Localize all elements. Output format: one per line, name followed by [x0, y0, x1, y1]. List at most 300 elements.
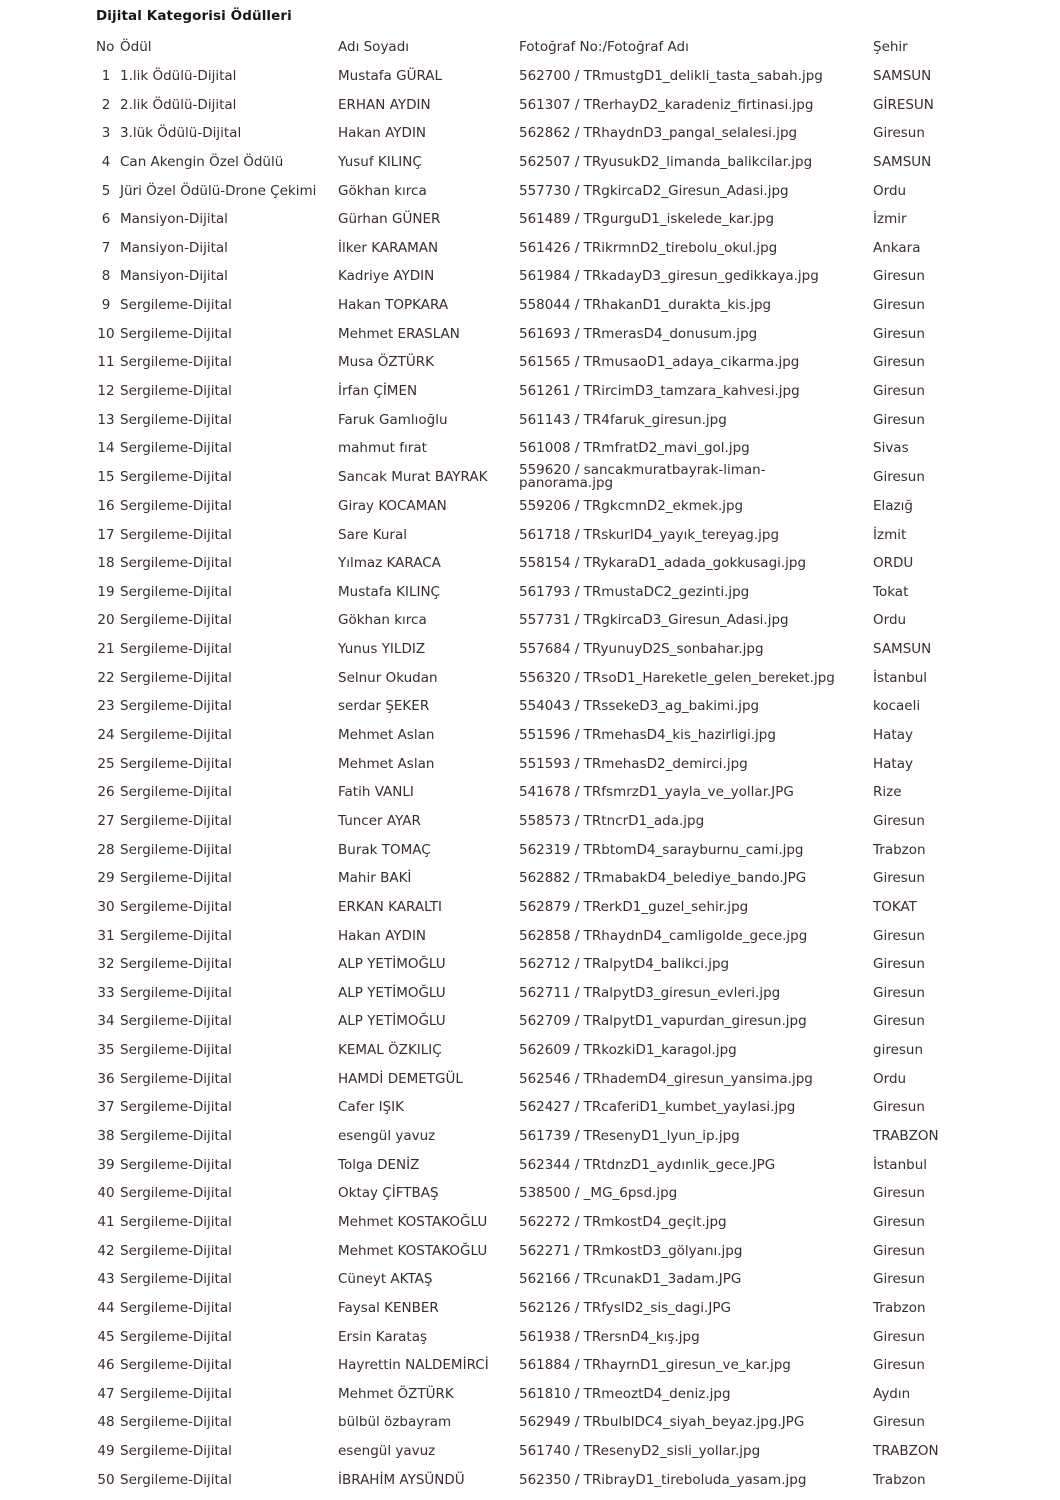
cell-city: TRABZON: [873, 1443, 939, 1460]
cell-photo: 561740 / TResenyD2_sisli_yollar.jpg: [519, 1443, 761, 1460]
cell-no: 35: [97, 1042, 115, 1059]
cell-name: Cüneyt AKTAŞ: [338, 1271, 433, 1288]
cell-photo: 562507 / TRyusukD2_limanda_balikcilar.jpg: [519, 153, 813, 170]
cell-name: Selnur Okudan: [338, 669, 438, 686]
cell-no: 39: [97, 1156, 115, 1173]
table-row: [92, 520, 973, 549]
cell-award: Sergileme-Dijital: [120, 1443, 232, 1460]
cell-no: 48: [97, 1414, 115, 1431]
cell-no: 41: [97, 1213, 115, 1230]
table-header-row: [92, 33, 973, 62]
cell-award: Sergileme-Dijital: [120, 354, 232, 371]
cell-name: Mustafa KILINÇ: [338, 583, 440, 600]
cell-photo: 551593 / TRmehasD2_demirci.jpg: [519, 755, 748, 772]
cell-award: Sergileme-Dijital: [120, 1471, 232, 1488]
cell-photo: 561565 / TRmusaoD1_adaya_cikarma.jpg: [519, 354, 800, 371]
cell-no: 7: [101, 239, 111, 256]
cell-name: Mehmet ERASLAN: [338, 325, 460, 342]
table-row: [92, 950, 973, 979]
cell-photo: 558573 / TRtncrD1_ada.jpg: [519, 812, 705, 829]
cell-photo: 562126 / TRfyslD2_sis_dagi.JPG: [519, 1299, 731, 1316]
cell-city: TOKAT: [873, 898, 917, 915]
cell-photo: 562858 / TRhaydnD4_camligolde_gece.jpg: [519, 927, 808, 944]
cell-no: 11: [97, 354, 115, 371]
cell-award: Sergileme-Dijital: [120, 755, 232, 772]
cell-name: Yusuf KILINÇ: [338, 153, 422, 170]
table-row: [92, 692, 973, 721]
table-row: [92, 1351, 973, 1380]
table-row: [92, 1265, 973, 1294]
cell-award: Sergileme-Dijital: [120, 583, 232, 600]
table-row: [92, 176, 973, 205]
cell-photo: 562427 / TRcaferiD1_kumbet_yaylasi.jpg: [519, 1099, 796, 1116]
cell-city: Trabzon: [873, 841, 926, 858]
table-row: [92, 1122, 973, 1151]
cell-no: 5: [101, 182, 111, 199]
cell-photo: 562882 / TRmabakD4_belediye_bando.JPG: [519, 870, 807, 887]
cell-photo: 558154 / TRykaraD1_adada_gokkusagi.jpg: [519, 555, 807, 572]
cell-name: Gökhan kırca: [338, 612, 427, 629]
cell-no: 26: [97, 784, 115, 801]
cell-award: Sergileme-Dijital: [120, 1242, 232, 1259]
cell-photo: 554043 / TRssekeD3_ag_bakimi.jpg: [519, 698, 760, 715]
cell-name: bülbül özbayram: [338, 1414, 452, 1431]
cell-no: 14: [97, 440, 115, 457]
cell-city: İstanbul: [873, 1156, 928, 1173]
cell-city: Trabzon: [873, 1471, 926, 1488]
table-row: [92, 864, 973, 893]
cell-photo: 561307 / TRerhayD2_karadeniz_firtinasi.jpg: [519, 96, 814, 113]
table-row: [92, 148, 973, 177]
cell-city: Giresun: [873, 984, 925, 1001]
cell-award: Sergileme-Dijital: [120, 297, 232, 314]
cell-city: Hatay: [873, 755, 913, 772]
cell-name: Mehmet KOSTAKOĞLU: [338, 1213, 488, 1230]
cell-award: Sergileme-Dijital: [120, 727, 232, 744]
cell-photo: 562319 / TRbtomD4_sarayburnu_cami.jpg: [519, 841, 804, 858]
table-row: [92, 979, 973, 1008]
cell-name: Mustafa GÜRAL: [338, 67, 443, 84]
cell-photo: 561718 / TRskurlD4_yayık_tereyag.jpg: [519, 526, 780, 543]
cell-city: Giresun: [873, 1414, 925, 1431]
cell-no: 9: [101, 297, 111, 314]
cell-name: serdar ŞEKER: [338, 698, 430, 715]
cell-no: 29: [97, 870, 115, 887]
cell-city: giresun: [873, 1042, 924, 1059]
cell-award: Sergileme-Dijital: [120, 698, 232, 715]
table-row: [92, 635, 973, 664]
cell-no: 21: [97, 641, 115, 658]
cell-city: Giresun: [873, 1357, 925, 1374]
cell-award: Sergileme-Dijital: [120, 1213, 232, 1230]
cell-city: Ankara: [873, 239, 921, 256]
cell-photo: 562271 / TRmkostD3_gölyanı.jpg: [519, 1242, 743, 1259]
cell-city: GİRESUN: [873, 96, 934, 113]
cell-photo: 562879 / TRerkD1_guzel_sehir.jpg: [519, 898, 749, 915]
cell-no: 6: [101, 211, 111, 228]
cell-city: Giresun: [873, 1185, 925, 1202]
cell-photo: 561143 / TR4faruk_giresun.jpg: [519, 411, 727, 428]
cell-city: Giresun: [873, 383, 925, 399]
cell-name: Burak TOMAÇ: [338, 841, 431, 858]
cell-award: Sergileme-Dijital: [120, 927, 232, 944]
cell-award: Sergileme-Dijital: [120, 440, 232, 457]
cell-city: Giresun: [873, 1213, 925, 1230]
cell-photo: 556320 / TRsoD1_Hareketle_gelen_bereket.jpg: [519, 669, 835, 686]
cell-city: ORDU: [873, 555, 914, 572]
cell-award: Sergileme-Dijital: [120, 1185, 232, 1202]
cell-city: Ordu: [873, 612, 907, 629]
cell-award: Sergileme-Dijital: [120, 1328, 232, 1345]
cell-name: Mehmet Aslan: [338, 755, 435, 772]
cell-city: SAMSUN: [873, 641, 932, 658]
cell-name: Hayrettin NALDEMİRCİ: [338, 1357, 489, 1374]
cell-name: Mehmet Aslan: [338, 727, 435, 744]
table-row: [92, 492, 973, 521]
cell-city: Giresun: [873, 1013, 925, 1030]
cell-award: Sergileme-Dijital: [120, 984, 232, 1001]
cell-name: Yılmaz KARACA: [338, 555, 441, 572]
cell-city: Giresun: [873, 812, 925, 829]
table-row: [92, 921, 973, 950]
cell-award: Sergileme-Dijital: [120, 1385, 232, 1402]
cell-name: İlker KARAMAN: [338, 239, 439, 256]
cell-award: Sergileme-Dijital: [120, 1156, 232, 1173]
cell-no: 37: [97, 1099, 115, 1116]
cell-city: Giresun: [873, 1242, 925, 1259]
cell-award: Sergileme-Dijital: [120, 383, 232, 399]
cell-name: Oktay ÇİFTBAŞ: [338, 1185, 439, 1202]
cell-name: Fatih VANLI: [338, 784, 414, 801]
cell-no: 17: [97, 526, 115, 543]
cell-name: ALP YETİMOĞLU: [338, 956, 446, 973]
cell-name: ERKAN KARALTI: [338, 898, 442, 915]
cell-name: Gürhan GÜNER: [338, 211, 441, 228]
cell-photo: 557730 / TRgkircaD2_Giresun_Adasi.jpg: [519, 182, 789, 199]
table-row: [92, 663, 973, 692]
table-row: [92, 549, 973, 578]
cell-name: KEMAL ÖZKILIÇ: [338, 1042, 442, 1059]
cell-city: Giresun: [873, 411, 925, 428]
cell-award: Sergileme-Dijital: [120, 1013, 232, 1030]
cell-photo: 562862 / TRhaydnD3_pangal_selalesi.jpg: [519, 125, 798, 142]
table-row: [92, 749, 973, 778]
cell-no: 30: [97, 898, 115, 915]
cell-no: 34: [97, 1013, 115, 1030]
cell-award: Sergileme-Dijital: [120, 641, 232, 658]
cell-name: Faruk Gamlıoğlu: [338, 411, 448, 428]
table-row: [92, 1179, 973, 1208]
cell-city: Giresun: [873, 469, 925, 486]
table-row: [92, 1007, 973, 1036]
cell-no: 27: [97, 812, 115, 829]
cell-photo: 551596 / TRmehasD4_kis_hazirligi.jpg: [519, 727, 776, 744]
cell-no: 43: [97, 1271, 115, 1288]
cell-city: Ordu: [873, 1070, 907, 1087]
cell-award: Sergileme-Dijital: [120, 1070, 232, 1087]
cell-name: Hakan AYDIN: [338, 125, 427, 142]
cell-name: Sare Kural: [338, 526, 408, 543]
cell-name: Mahir BAKİ: [338, 870, 412, 887]
cell-photo: 561739 / TResenyD1_lyun_ip.jpg: [519, 1128, 740, 1145]
cell-photo: 561008 / TRmfratD2_mavi_gol.jpg: [519, 440, 750, 457]
cell-name: Yunus YILDIZ: [338, 641, 426, 658]
cell-no: 4: [101, 153, 111, 170]
cell-city: Giresun: [873, 927, 925, 944]
cell-city: Rize: [873, 784, 902, 801]
table-row: [92, 1465, 973, 1494]
table-row: [92, 1236, 973, 1265]
cell-photo: 561426 / TRikrmnD2_tirebolu_okul.jpg: [519, 239, 778, 256]
cell-photo: 562700 / TRmustgD1_delikli_tasta_sabah.jpg: [519, 67, 823, 84]
cell-award: Sergileme-Dijital: [120, 612, 232, 629]
cell-photo: 562949 / TRbulblDC4_siyah_beyaz.jpg.JPG: [519, 1414, 805, 1431]
cell-name: İBRAHİM AYSÜNDÜ: [338, 1471, 465, 1488]
cell-name: Tuncer AYAR: [338, 812, 421, 829]
cell-city: İzmit: [873, 526, 907, 543]
cell-name: ERHAN AYDIN: [338, 96, 431, 113]
cell-no: 8: [101, 268, 111, 285]
cell-no: 46: [97, 1357, 115, 1374]
cell-no: 18: [97, 555, 115, 572]
cell-name: Giray KOCAMAN: [338, 497, 447, 514]
cell-no: 15: [97, 469, 115, 486]
cell-award: Sergileme-Dijital: [120, 1099, 232, 1116]
table-row: [92, 1036, 973, 1065]
cell-award: Sergileme-Dijital: [120, 497, 232, 514]
cell-no: 19: [97, 583, 115, 600]
cell-photo: 558044 / TRhakanD1_durakta_kis.jpg: [519, 297, 772, 314]
cell-city: Giresun: [873, 268, 925, 285]
cell-name: Hakan AYDIN: [338, 927, 427, 944]
cell-photo: 562711 / TRalpytD3_giresun_evleri.jpg: [519, 984, 781, 1001]
cell-name: Mehmet ÖZTÜRK: [338, 1385, 454, 1402]
cell-city: TRABZON: [873, 1128, 939, 1145]
cell-no: 3: [101, 125, 111, 142]
cell-no: 38: [97, 1128, 115, 1145]
cell-photo: 562712 / TRalpytD4_balikci.jpg: [519, 956, 730, 973]
cell-no: 12: [97, 383, 115, 399]
table-row: [92, 1093, 973, 1122]
cell-photo: 561984 / TRkadayD3_giresun_gedikkaya.jpg: [519, 268, 819, 285]
cell-photo: 562344 / TRtdnzD1_aydınlik_gece.JPG: [519, 1156, 776, 1173]
cell-award: Sergileme-Dijital: [120, 1414, 232, 1431]
table-row: [92, 205, 973, 234]
cell-photo: 561693 / TRmerasD4_donusum.jpg: [519, 325, 758, 342]
cell-no: 50: [97, 1471, 115, 1488]
cell-city: Giresun: [873, 297, 925, 314]
cell-award: Sergileme-Dijital: [120, 411, 232, 428]
cell-no: 36: [97, 1070, 115, 1087]
table-row: [92, 1437, 973, 1466]
cell-award: Mansiyon-Dijital: [120, 239, 228, 256]
cell-no: 24: [97, 727, 115, 744]
header-name: Adı Soyadı: [338, 39, 410, 56]
cell-photo: 538500 / _MG_6psd.jpg: [519, 1185, 678, 1202]
table-row: [92, 348, 973, 377]
cell-city: İzmir: [873, 211, 907, 228]
table-row: [92, 778, 973, 807]
cell-award: 2.lik Ödülü-Dijital: [120, 96, 237, 113]
cell-award: Sergileme-Dijital: [120, 1042, 232, 1059]
cell-award: Sergileme-Dijital: [120, 898, 232, 915]
table-row: [92, 434, 973, 463]
cell-name: Ersin Karataş: [338, 1328, 428, 1345]
cell-name: Gökhan kırca: [338, 182, 427, 199]
cell-award: Sergileme-Dijital: [120, 469, 232, 486]
table-row: [92, 119, 973, 148]
cell-no: 28: [97, 841, 115, 858]
cell-photo: 562166 / TRcunakD1_3adam.JPG: [519, 1271, 742, 1288]
cell-city: Giresun: [873, 125, 925, 142]
table-row: [92, 835, 973, 864]
cell-city: Giresun: [873, 325, 925, 342]
cell-photo: 561489 / TRgurguD1_iskelede_kar.jpg: [519, 211, 775, 228]
cell-no: 33: [97, 984, 115, 1001]
cell-award: Can Akengin Özel Ödülü: [120, 153, 284, 170]
cell-city: Hatay: [873, 727, 913, 744]
cell-city: Ordu: [873, 182, 907, 199]
cell-no: 32: [97, 956, 115, 973]
cell-no: 10: [97, 325, 115, 342]
header-award: Ödül: [120, 39, 152, 56]
table-row: [92, 578, 973, 607]
cell-photo: 557731 / TRgkircaD3_Giresun_Adasi.jpg: [519, 612, 789, 629]
cell-photo: 562272 / TRmkostD4_geçit.jpg: [519, 1213, 727, 1230]
cell-no: 13: [97, 411, 115, 428]
cell-city: Trabzon: [873, 1299, 926, 1316]
cell-city: Giresun: [873, 870, 925, 887]
cell-photo: 561938 / TRersnD4_kış.jpg: [519, 1328, 700, 1345]
cell-city: Giresun: [873, 1271, 925, 1288]
table-row: [92, 90, 973, 119]
cell-no: 16: [97, 497, 115, 514]
table-row: [92, 606, 973, 635]
cell-photo: 561810 / TRmeoztD4_deniz.jpg: [519, 1385, 731, 1402]
header-city: Şehir: [873, 39, 908, 56]
cell-photo: 561793 / TRmustaDC2_gezinti.jpg: [519, 583, 750, 600]
table-row: [92, 405, 973, 434]
cell-photo: 541678 / TRfsmrzD1_yayla_ve_yollar.JPG: [519, 784, 794, 801]
cell-no: 31: [97, 927, 115, 944]
cell-no: 45: [97, 1328, 115, 1345]
cell-no: 22: [97, 669, 115, 686]
table-row: [92, 463, 973, 492]
table-row: [92, 62, 973, 91]
cell-award: Mansiyon-Dijital: [120, 268, 228, 285]
cell-city: kocaeli: [873, 698, 921, 715]
cell-name: esengül yavuz: [338, 1443, 436, 1460]
cell-city: Giresun: [873, 1099, 925, 1116]
table-row: [92, 1150, 973, 1179]
cell-award: Mansiyon-Dijital: [120, 211, 228, 228]
cell-award: 3.lük Ödülü-Dijital: [120, 125, 242, 142]
page-title: Dijital Kategorisi Ödülleri: [96, 8, 292, 24]
cell-city: Aydın: [873, 1385, 911, 1402]
cell-name: İrfan ÇİMEN: [338, 383, 418, 399]
table-row: [92, 233, 973, 262]
cell-name: Cafer IŞIK: [338, 1099, 404, 1116]
table-row: [92, 1322, 973, 1351]
cell-award: Sergileme-Dijital: [120, 1357, 232, 1374]
cell-photo: 559206 / TRgkcmnD2_ekmek.jpg: [519, 497, 744, 514]
cell-award: Sergileme-Dijital: [120, 956, 232, 973]
cell-name: Tolga DENİZ: [338, 1156, 420, 1173]
table-row: [92, 1379, 973, 1408]
cell-no: 2: [101, 96, 111, 113]
cell-no: 40: [97, 1185, 115, 1202]
cell-name: esengül yavuz: [338, 1128, 436, 1145]
table-row: [92, 262, 973, 291]
cell-award: Sergileme-Dijital: [120, 1271, 232, 1288]
cell-photo: 561884 / TRhayrnD1_giresun_ve_kar.jpg: [519, 1357, 791, 1374]
cell-no: 49: [97, 1443, 115, 1460]
cell-city: Elazığ: [873, 497, 913, 514]
cell-award: Sergileme-Dijital: [120, 555, 232, 572]
cell-name: Faysal KENBER: [338, 1299, 439, 1316]
table-row: [92, 893, 973, 922]
cell-city: SAMSUN: [873, 67, 932, 84]
table-row: [92, 721, 973, 750]
cell-photo: 562609 / TRkozkiD1_karagol.jpg: [519, 1042, 737, 1059]
cell-photo: 562546 / TRhademD4_giresun_yansima.jpg: [519, 1070, 813, 1087]
cell-award: Sergileme-Dijital: [120, 325, 232, 342]
cell-no: 44: [97, 1299, 115, 1316]
cell-city: Giresun: [873, 1328, 925, 1345]
cell-photo: 561261 / TRircimD3_tamzara_kahvesi.jpg: [519, 383, 800, 399]
cell-no: 47: [97, 1385, 115, 1402]
table-row: [92, 1064, 973, 1093]
awards-table: [92, 33, 973, 1494]
cell-award: Sergileme-Dijital: [120, 870, 232, 887]
cell-name: Hakan TOPKARA: [338, 297, 449, 314]
cell-award: Sergileme-Dijital: [120, 812, 232, 829]
cell-name: mahmut fırat: [338, 440, 427, 457]
cell-award: Jüri Özel Ödülü-Drone Çekimi: [120, 182, 317, 199]
cell-photo: 562350 / TRibrayD1_tireboluda_yasam.jpg: [519, 1471, 807, 1488]
cell-city: Giresun: [873, 956, 925, 973]
table-row: [92, 1208, 973, 1237]
cell-no: 42: [97, 1242, 115, 1259]
table-row: [92, 377, 973, 406]
cell-name: Mehmet KOSTAKOĞLU: [338, 1242, 488, 1259]
cell-city: SAMSUN: [873, 153, 932, 170]
cell-city: Giresun: [873, 354, 925, 371]
cell-name: HAMDİ DEMETGÜL: [338, 1070, 463, 1087]
cell-city: Tokat: [873, 583, 909, 600]
cell-award: 1.lik Ödülü-Dijital: [120, 67, 237, 84]
cell-award: Sergileme-Dijital: [120, 1299, 232, 1316]
cell-name: ALP YETİMOĞLU: [338, 1013, 446, 1030]
cell-photo-text: 559620 / sancakmuratbayrak-liman-panorama.jpg: [519, 462, 766, 491]
cell-name: Sancak Murat BAYRAK: [338, 469, 488, 486]
cell-photo: 557684 / TRyunuyD2S_sonbahar.jpg: [519, 641, 764, 658]
table-row: [92, 291, 973, 320]
cell-award: Sergileme-Dijital: [120, 841, 232, 858]
cell-photo: [519, 463, 873, 492]
cell-city: Sivas: [873, 440, 909, 457]
cell-name: Kadriye AYDIN: [338, 268, 435, 285]
header-photo: Fotoğraf No:/Fotoğraf Adı: [519, 39, 689, 56]
cell-name: ALP YETİMOĞLU: [338, 984, 446, 1001]
cell-no: 20: [97, 612, 115, 629]
cell-award: Sergileme-Dijital: [120, 526, 232, 543]
cell-city: İstanbul: [873, 669, 928, 686]
cell-name: Musa ÖZTÜRK: [338, 354, 435, 371]
cell-photo: 562709 / TRalpytD1_vapurdan_giresun.jpg: [519, 1013, 807, 1030]
cell-award: Sergileme-Dijital: [120, 669, 232, 686]
cell-no: 23: [97, 698, 115, 715]
